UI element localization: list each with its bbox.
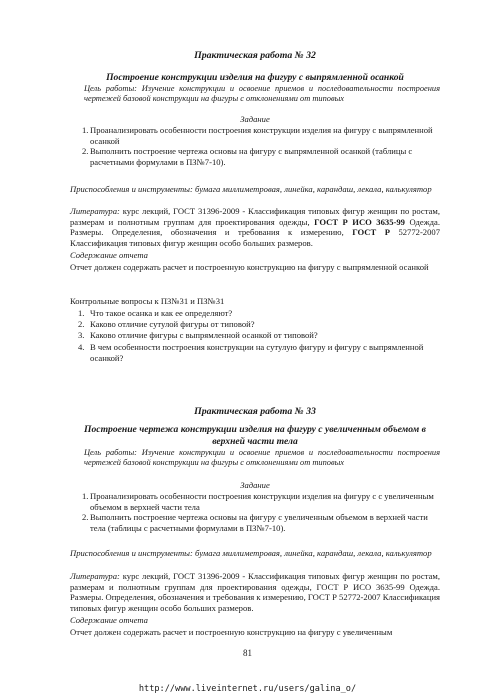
work32-questions [70,308,440,364]
work33-heading: Практическая работа № 33 [194,406,316,417]
work33-report-text: Отчет должен содержать расчет и построенную конструкцию на фигуру с увеличенным [70,627,393,637]
work32-heading: Практическая работа № 32 [194,50,316,61]
list-item: 3. Каково отличие фигуры с выпрямленной осанкой от типовой? [78,330,318,341]
list-item: 1. Что такое осанка и как ее определяют? [78,308,233,318]
list-item: 1. Проанализировать особенности построения конструкции изделия на фигуру с выпрямленной осанкой [82,125,433,146]
work32-report-label: Содержание отчета [70,250,148,260]
list-item: 2. Выполнить построение чертежа основы на фигуру с увеличенным объемом в верхней части тела (таблицы с расчетными формулами в ПЗ№7-10). [82,512,428,533]
list-item: 2. Выполнить построение чертежа основы на фигуру с выпрямленной осанкой (таблицы с расчетными формулами в ПЗ№7-10). [82,146,413,167]
work33-title: Построение чертежа конструкции изделия на фигуру с увеличенным объемом в верхней части тела [84,424,426,447]
work32-tools: Приспособления и инструменты: бумага миллиметровая, линейка, карандаш, лекала, калькулятор [70,184,432,194]
work32-title: Построение конструкции изделия на фигуру с выпрямленной осанкой [106,72,404,83]
work32-goal [84,84,440,104]
work32-goal-label: Цель работы: [84,84,137,93]
work32-report-text: Отчет должен содержать расчет и построенную конструкцию на фигуру с выпрямленной осанкой [70,262,429,272]
list-item: 4. В чем особенности построения конструкции на сутулую фигуру и фигуру с выпрямленной осанкой? [78,341,424,363]
work32-task-list [70,125,440,167]
work33-goal: Цель работы: Изучение конструкции и освоение приемов и последовательности построения чертежей базовой конструкции на фигуры с отклонениями от типовых [84,448,441,468]
work33-task-label: Задание [240,480,270,490]
work33-task-list [70,491,440,533]
list-item: 2. Каково отличие сутулой фигуры от типовой? [78,319,255,330]
list-item: 1. Проанализировать особенности построения конструкции изделия на фигуру с с увеличенным объемом в верхней части тела [82,491,434,512]
source-url-footer: http://www.liveinternet.ru/users/galina_o/ [138,684,357,694]
work33-literature: Литература: курс лекций, ГОСТ 31396-2009 - Классификация типовых фигур женщин по ростам, размерам и полнотным группам для проектирования одежды, ГОСТ Р ИСО 3635-99 Одежда. Размеры. Определения, обозначения и требования к измерению, ГОСТ Р 52772-2007 Классификация типовых фигур женщин особо больших размеров. [70,571,440,613]
work32-literature: Литература: курс лекций, ГОСТ 31396-2009 - Классификация типовых фигур женщин по ростам, размерам и полнотным группам для проектирования одежды, ГОСТ Р ИСО 3635-99 Одежда. Размеры. Определения, обозначения и требования к измерению, ГОСТ Р 52772-2007 Классификация типовых фигур женщин особо больших размеров. [70,206,441,248]
work32-questions-label: Контрольные вопросы к ПЗ№31 и ПЗ№31 [70,296,225,306]
work32-goal-text: Изучение конструкции и освоение приемов и последовательности построения чертежей базовой конструкции на фигуры с отклонениями от типовых [84,84,441,104]
page-number: 81 [243,648,252,658]
work33-report-label: Содержание отчета [70,615,148,625]
work32-task-label: Задание [240,114,270,124]
work33-tools: Приспособления и инструменты: бумага миллиметровая, линейка, карандаш, лекала, калькулятор [70,548,432,558]
